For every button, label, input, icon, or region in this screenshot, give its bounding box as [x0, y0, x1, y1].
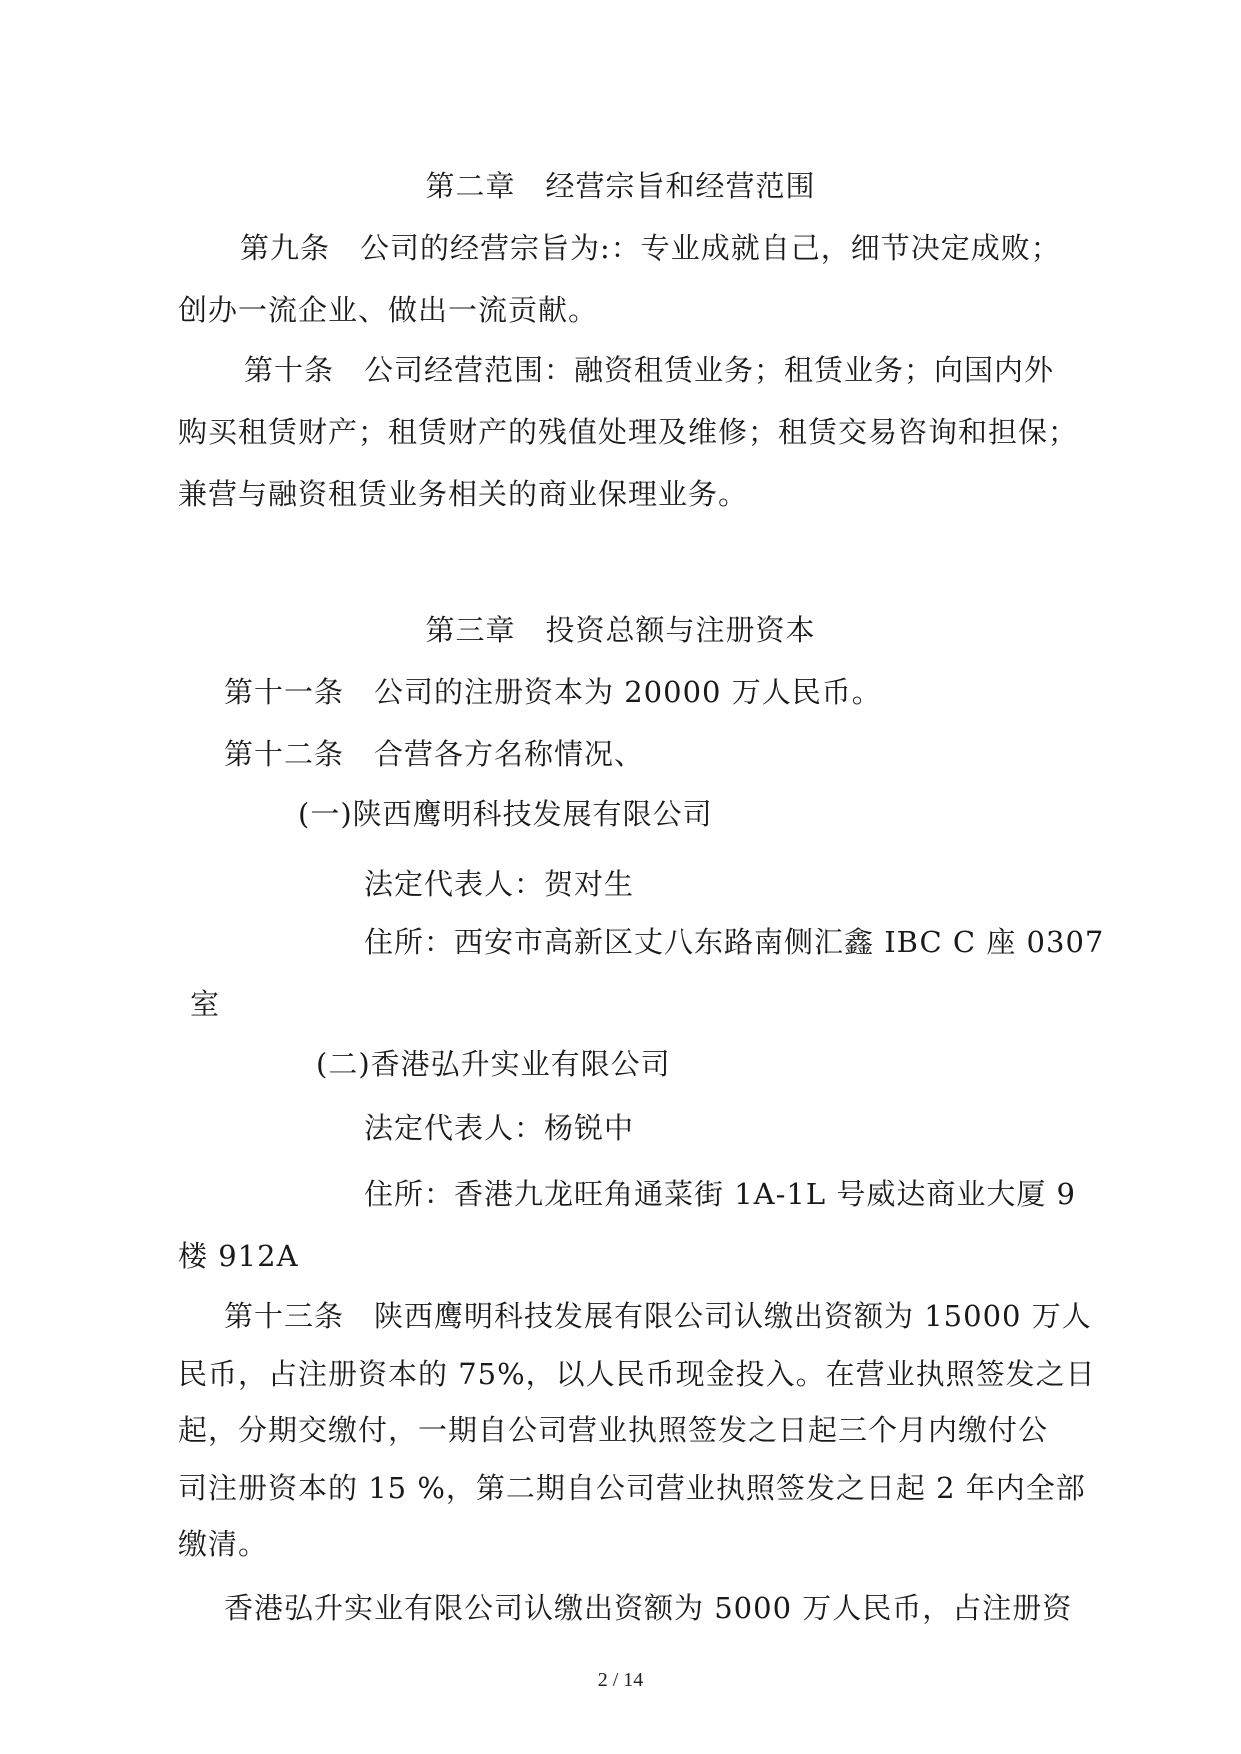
article-9-line-1: 第九条 公司的经营宗旨为:：专业成就自己，细节决定成败；: [240, 231, 1061, 265]
page-number: 2 / 14: [597, 1669, 644, 1691]
hk-contribution-line: 香港弘升实业有限公司认缴出资额为 5000 万人民币，占注册资: [224, 1591, 1073, 1625]
party-1-name: (一)陕西鹰明科技发展有限公司: [298, 797, 713, 831]
article-12: 第十二条 合营各方名称情况、: [224, 737, 645, 771]
party-2-address-line-1: 住所：香港九龙旺角通菜街 1A-1L 号威达商业大厦 9: [364, 1177, 1077, 1211]
party-2-address-line-2: 楼 912A: [178, 1239, 299, 1273]
chapter-3-title: 第三章 投资总额与注册资本: [425, 613, 816, 647]
article-10-line-3: 兼营与融资租赁业务相关的商业保理业务。: [178, 477, 749, 511]
party-1-address-line-2: 室: [190, 987, 221, 1021]
chapter-2-title: 第二章 经营宗旨和经营范围: [425, 169, 816, 203]
article-13-line-1: 第十三条 陕西鹰明科技发展有限公司认缴出资额为 15000 万人: [224, 1299, 1092, 1333]
article-10-line-1: 第十条 公司经营范围：融资租赁业务；租赁业务；向国内外: [244, 353, 1055, 387]
article-9-line-2: 创办一流企业、做出一流贡献。: [178, 293, 599, 327]
article-13-line-3: 起，分期交缴付，一期自公司营业执照签发之日起三个月内缴付公: [178, 1413, 1049, 1447]
article-13-line-4: 司注册资本的 15 %，第二期自公司营业执照签发之日起 2 年内全部: [178, 1471, 1086, 1505]
article-11: 第十一条 公司的注册资本为 20000 万人民币。: [224, 675, 882, 709]
party-1-representative: 法定代表人：贺对生: [364, 867, 635, 901]
article-13-line-5: 缴清。: [178, 1527, 269, 1561]
article-10-line-2: 购买租赁财产；租赁财产的残值处理及维修；租赁交易咨询和担保；: [178, 415, 1079, 449]
party-2-representative: 法定代表人：杨锐中: [364, 1111, 635, 1145]
party-2-name: (二)香港弘升实业有限公司: [316, 1047, 671, 1081]
party-1-address-line-1: 住所：西安市高新区丈八东路南侧汇鑫 IBC C 座 0307: [364, 925, 1105, 959]
article-13-line-2: 民币，占注册资本的 75%，以人民币现金投入。在营业执照签发之日: [178, 1357, 1096, 1391]
